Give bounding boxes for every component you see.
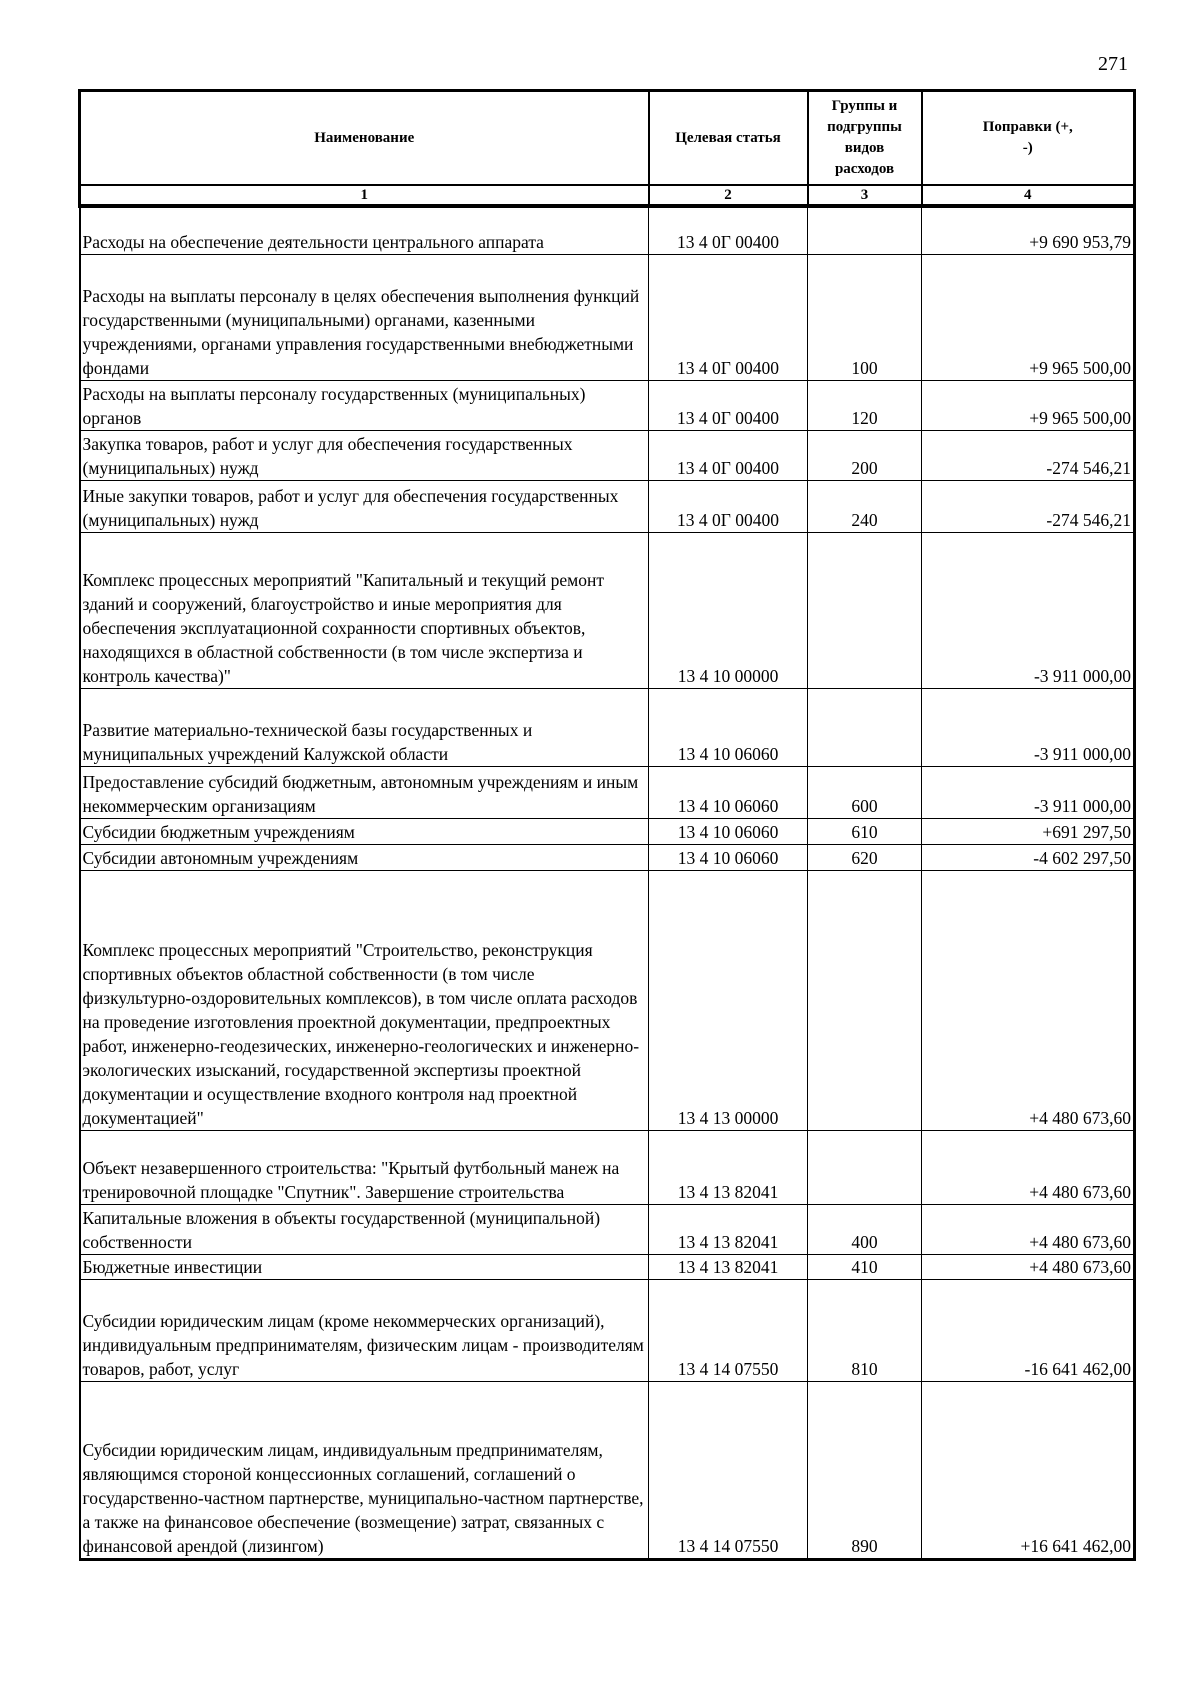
row-target-article: 13 4 0Г 00400 xyxy=(649,206,808,254)
row-target-article: 13 4 13 82041 xyxy=(649,1130,808,1204)
row-target-article: 13 4 13 82041 xyxy=(649,1254,808,1279)
row-amount: -3 911 000,00 xyxy=(922,532,1135,688)
row-group: 410 xyxy=(808,1254,922,1279)
column-number: 4 xyxy=(922,185,1135,206)
row-group xyxy=(808,688,922,766)
row-group: 600 xyxy=(808,766,922,818)
column-number: 1 xyxy=(80,185,649,206)
table-row xyxy=(80,254,1135,380)
row-amount: +16 641 462,00 xyxy=(922,1381,1135,1559)
table-row xyxy=(80,844,1135,870)
row-target-article: 13 4 13 82041 xyxy=(649,1204,808,1254)
row-group: 400 xyxy=(808,1204,922,1254)
row-name: Бюджетные инвестиции xyxy=(80,1254,649,1279)
row-target-article: 13 4 14 07550 xyxy=(649,1279,808,1381)
row-target-article: 13 4 0Г 00400 xyxy=(649,480,808,532)
row-amount: -4 602 297,50 xyxy=(922,844,1135,870)
row-target-article: 13 4 0Г 00400 xyxy=(649,430,808,480)
table-row xyxy=(80,1254,1135,1279)
table-row xyxy=(80,1204,1135,1254)
header-amendments xyxy=(922,91,1135,186)
row-amount: +4 480 673,60 xyxy=(922,1130,1135,1204)
row-group xyxy=(808,870,922,1130)
budget-amendments-table xyxy=(78,89,1136,1561)
row-name: Субсидии автономным учреждениям xyxy=(80,844,649,870)
row-amount: +9 965 500,00 xyxy=(922,380,1135,430)
row-target-article: 13 4 10 06060 xyxy=(649,688,808,766)
row-amount: -16 641 462,00 xyxy=(922,1279,1135,1381)
table-row xyxy=(80,532,1135,688)
row-target-article: 13 4 10 00000 xyxy=(649,532,808,688)
row-group: 810 xyxy=(808,1279,922,1381)
row-amount: +9 690 953,79 xyxy=(922,206,1135,254)
table-row xyxy=(80,766,1135,818)
row-group: 120 xyxy=(808,380,922,430)
row-name: Комплекс процессных мероприятий "Строительство, реконструкция спортивных объектов областной собственности (в том числе физкультурно-оздоровительных комплексов), в том числе оплата расходов на проведение изготовления проектной документации, предпроектных работ, инженерно-геодезических, инженерно-геологических и инженерно-экологических изысканий, государственной экспертизы проектной документации и осуществление входного контроля над проектной документацией" xyxy=(80,870,649,1130)
row-amount: -274 546,21 xyxy=(922,430,1135,480)
row-amount: +9 965 500,00 xyxy=(922,254,1135,380)
row-name: Субсидии бюджетным учреждениям xyxy=(80,818,649,844)
table-row xyxy=(80,1130,1135,1204)
row-name: Закупка товаров, работ и услуг для обеспечения государственных (муниципальных) нужд xyxy=(80,430,649,480)
column-number-row xyxy=(80,185,1135,206)
row-group: 100 xyxy=(808,254,922,380)
row-name: Расходы на обеспечение деятельности центрального аппарата xyxy=(80,206,649,254)
row-amount: -274 546,21 xyxy=(922,480,1135,532)
row-group: 620 xyxy=(808,844,922,870)
row-name: Иные закупки товаров, работ и услуг для обеспечения государственных (муниципальных) нужд xyxy=(80,480,649,532)
table-row xyxy=(80,688,1135,766)
row-name: Субсидии юридическим лицам (кроме некоммерческих организаций), индивидуальным предпринимателям, физическим лицам - производителям товаров, работ, услуг xyxy=(80,1279,649,1381)
table-row xyxy=(80,818,1135,844)
row-amount: -3 911 000,00 xyxy=(922,688,1135,766)
row-name: Развитие материально-технической базы государственных и муниципальных учреждений Калужской области xyxy=(80,688,649,766)
row-target-article: 13 4 0Г 00400 xyxy=(649,254,808,380)
row-name: Расходы на выплаты персоналу в целях обеспечения выполнения функций государственными (муниципальными) органами, казенными учреждениями, органами управления государственными внебюджетными фондами xyxy=(80,254,649,380)
table-row xyxy=(80,430,1135,480)
table-header-row xyxy=(80,91,1135,186)
header-groups-text: Группы и подгруппы видов расходов xyxy=(827,98,902,177)
row-name: Капитальные вложения в объекты государственной (муниципальной) собственности xyxy=(80,1204,649,1254)
row-target-article: 13 4 10 06060 xyxy=(649,766,808,818)
row-name: Расходы на выплаты персоналу государственных (муниципальных) органов xyxy=(80,380,649,430)
table-row xyxy=(80,480,1135,532)
row-group xyxy=(808,206,922,254)
table-row xyxy=(80,380,1135,430)
row-amount: +691 297,50 xyxy=(922,818,1135,844)
row-amount: +4 480 673,60 xyxy=(922,1204,1135,1254)
column-number: 3 xyxy=(808,185,922,206)
row-group: 890 xyxy=(808,1381,922,1559)
row-group: 200 xyxy=(808,430,922,480)
row-target-article: 13 4 14 07550 xyxy=(649,1381,808,1559)
header-groups xyxy=(808,91,922,186)
row-amount: -3 911 000,00 xyxy=(922,766,1135,818)
row-target-article: 13 4 13 00000 xyxy=(649,870,808,1130)
row-name: Комплекс процессных мероприятий "Капитальный и текущий ремонт зданий и сооружений, благоустройство и иные мероприятия для обеспечения эксплуатационной сохранности спортивных объектов, находящихся в областной собственности (в том числе экспертиза и контроль качества)" xyxy=(80,532,649,688)
page-number: 271 xyxy=(1098,53,1128,75)
row-group: 240 xyxy=(808,480,922,532)
row-group: 610 xyxy=(808,818,922,844)
row-target-article: 13 4 0Г 00400 xyxy=(649,380,808,430)
table-row xyxy=(80,1279,1135,1381)
row-group xyxy=(808,532,922,688)
row-name: Субсидии юридическим лицам, индивидуальным предпринимателям, являющимся стороной концессионных соглашений, соглашений о государственно-частном партнерстве, муниципально-частном партнерстве, а также на финансовое обеспечение (возмещение) затрат, связанных с финансовой арендой (лизингом) xyxy=(80,1381,649,1559)
header-amendments-text: Поправки (+, -) xyxy=(982,119,1073,156)
row-target-article: 13 4 10 06060 xyxy=(649,818,808,844)
column-number: 2 xyxy=(649,185,808,206)
table-row xyxy=(80,206,1135,254)
row-target-article: 13 4 10 06060 xyxy=(649,844,808,870)
row-amount: +4 480 673,60 xyxy=(922,870,1135,1130)
table-row xyxy=(80,870,1135,1130)
header-target-article: Целевая статья xyxy=(649,91,808,186)
row-name: Объект незавершенного строительства: "Крытый футбольный манеж на тренировочной площадке "Спутник". Завершение строительства xyxy=(80,1130,649,1204)
header-name: Наименование xyxy=(80,91,649,186)
row-group xyxy=(808,1130,922,1204)
table-row xyxy=(80,1381,1135,1559)
row-name: Предоставление субсидий бюджетным, автономным учреждениям и иным некоммерческим организациям xyxy=(80,766,649,818)
row-amount: +4 480 673,60 xyxy=(922,1254,1135,1279)
